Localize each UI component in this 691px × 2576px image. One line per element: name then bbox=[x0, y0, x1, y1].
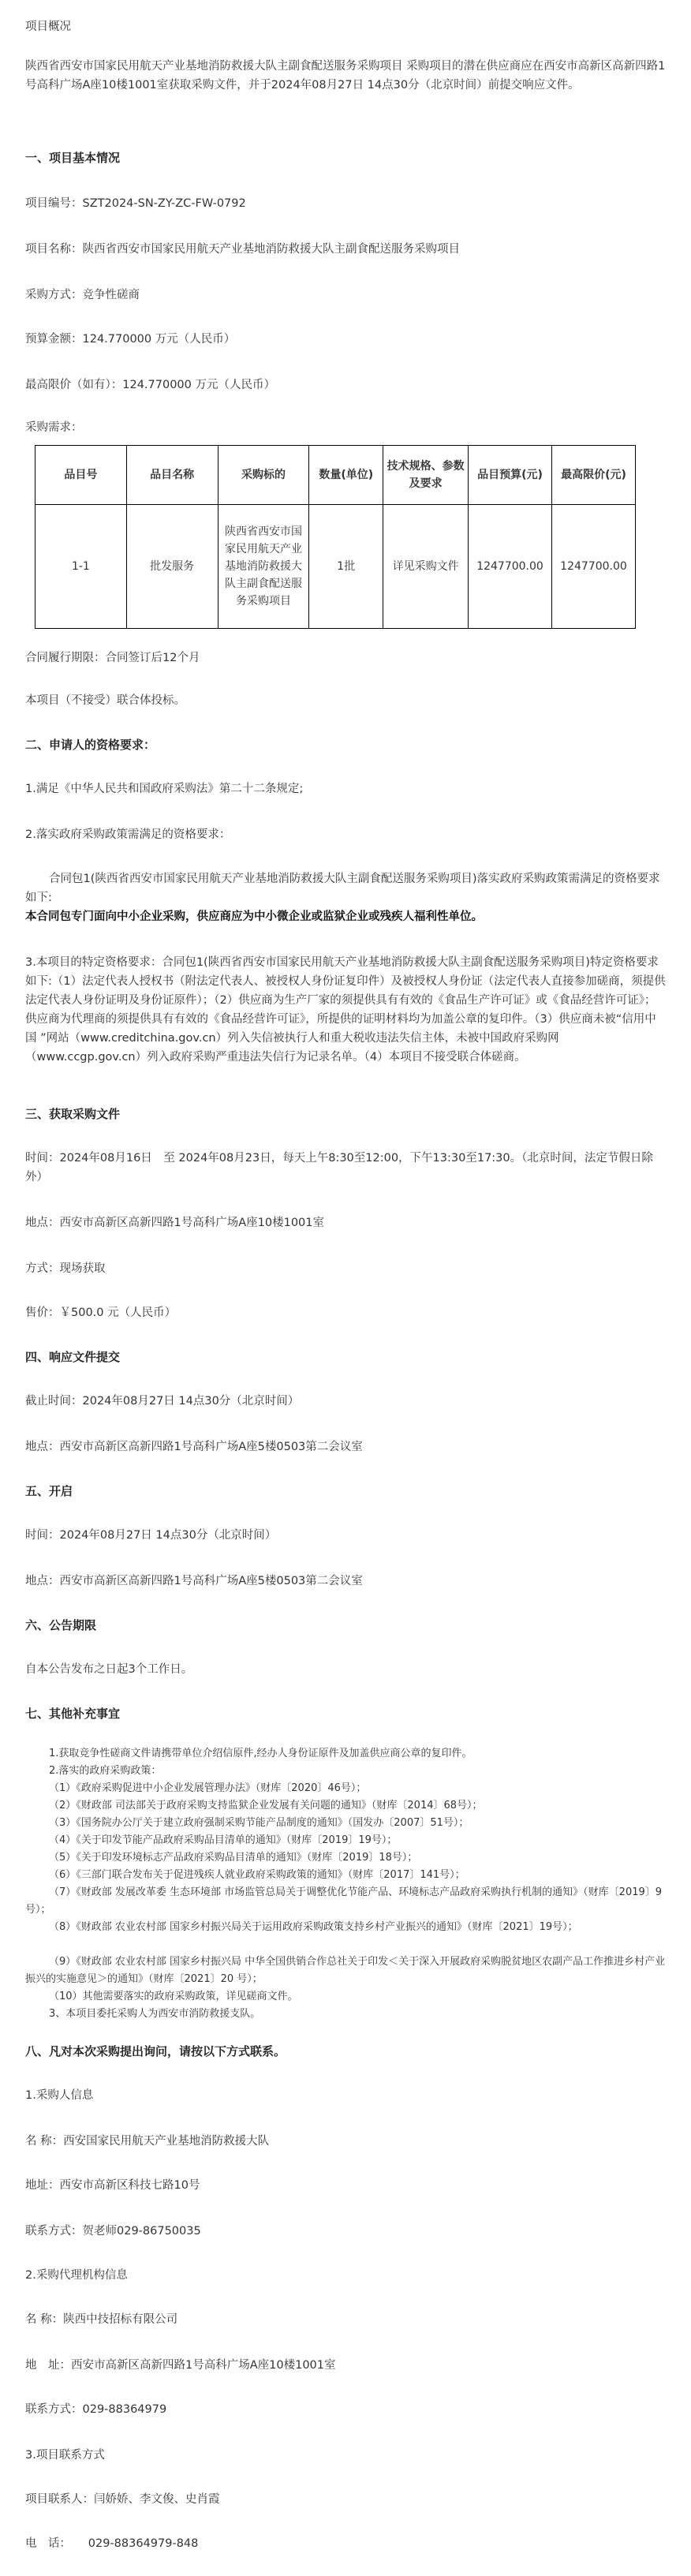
acquire-place: 地点：西安市高新区高新四路1号高科广场A座10楼1001室 bbox=[25, 1217, 324, 1229]
supplement-line-6: （4）《关于印发节能产品政府采购品目清单的通知》（财库〔2019〕19号）； bbox=[49, 1834, 398, 1846]
agency-contact: 联系方式：029-88364979 bbox=[25, 2403, 167, 2416]
opening-time: 时间：2024年08月27日 14点30分（北京时间） bbox=[25, 1529, 277, 1542]
agency-address: 地 址：西安市高新区高新四路1号高科广场A座10楼1001室 bbox=[25, 2359, 336, 2372]
requirements-table bbox=[35, 445, 636, 629]
supplement-line-8: （6）《三部门联合发布关于促进残疾人就业政府采购政策的通知》（财库〔2017〕141号）； bbox=[49, 1869, 465, 1881]
supplement-line-12: （10）其他需要落实的政府采购政策，详见磋商文件。 bbox=[49, 1991, 298, 2002]
submission-deadline: 截止时间：2024年08月27日 14点30分（北京时间） bbox=[25, 1395, 300, 1408]
supplement-line-1: 1.获取竞争性磋商文件请携带单位介绍信原件,经办人身份证原件及加盖供应商公章的复印件。 bbox=[49, 1748, 472, 1759]
purchaser-name: 名 称：西安国家民用航天产业基地消防救援大队 bbox=[25, 2135, 270, 2148]
qualification-item-2-bold: 本合同包专门面向中小企业采购，供应商应为中小微企业或监狱企业或残疾人福利性单位。 bbox=[25, 910, 483, 923]
section4-heading: 四、响应文件提交 bbox=[25, 1350, 121, 1364]
agency-name: 名 称：陕西中技招标有限公司 bbox=[25, 2313, 178, 2326]
project-contact-title: 3.项目联系方式 bbox=[25, 2449, 105, 2462]
section3-heading: 三、获取采购文件 bbox=[25, 1107, 121, 1121]
supplement-line-7: （5）《关于印发环境标志产品政府采购品目清单的通知》（财库〔2019〕18号）； bbox=[49, 1852, 418, 1864]
overview-title: 项目概况 bbox=[25, 21, 71, 33]
cell-item-name: 批发服务 bbox=[126, 505, 218, 629]
header-item-no: 品目号 bbox=[35, 446, 127, 505]
supplement-line-4: （2）《财政部 司法部关于政府采购支持监狱企业发展有关问题的通知》（财库〔2014〕68号）； bbox=[49, 1800, 483, 1811]
purchaser-title: 1.采购人信息 bbox=[25, 2089, 94, 2102]
budget-amount: 预算金额：124.770000 万元（人民币） bbox=[25, 333, 236, 346]
agency-title: 2.采购代理机构信息 bbox=[25, 2269, 128, 2282]
contract-period: 合同履行期限：合同签订后12个月 bbox=[25, 652, 200, 664]
supplement-line-11: （9）《财政部 农业农村部 国家乡村振兴局 中华全国供销合作总社关于印发＜关于深入开展政府采购脱贫地区农副产品工作推进乡村产业振兴的实施意见＞的通知》（财库〔2021〕20 号）； bbox=[25, 1956, 666, 1985]
section6-heading: 六、公告期限 bbox=[25, 1618, 97, 1632]
acquire-method: 方式：现场获取 bbox=[25, 1262, 106, 1275]
submission-place: 地点：西安市高新区高新四路1号高科广场A座5楼0503第二会议室 bbox=[25, 1441, 363, 1453]
acquire-time: 时间：2024年08月16日 至 2024年08月23日，每天上午8:30至12:00，下午13:30至17:30。（北京时间，法定节假日除外） bbox=[25, 1152, 653, 1183]
announcement-period: 自本公告发布之日起3个工作日。 bbox=[25, 1663, 193, 1676]
cell-quantity: 1批 bbox=[309, 505, 383, 629]
header-specs: 技术规格、参数及要求 bbox=[383, 446, 469, 505]
section5-heading: 五、开启 bbox=[25, 1484, 73, 1498]
supplement-line-3: （1）《政府采购促进中小企业发展管理办法》（财库〔2020〕46号）； bbox=[49, 1782, 367, 1794]
consortium-note: 本项目（不接受）联合体投标。 bbox=[25, 694, 185, 707]
opening-place: 地点：西安市高新区高新四路1号高科广场A座5楼0503第二会议室 bbox=[25, 1575, 363, 1587]
project-number: 项目编号：SZT2024-SN-ZY-ZC-FW-0792 bbox=[25, 197, 246, 210]
acquire-price: 售价：￥500.0 元（人民币） bbox=[25, 1307, 177, 1319]
qualification-item-3: 3.本项目的特定资格要求：合同包1(陕西省西安市国家民用航天产业基地消防救援大队主副食配送服务采购项目)特定资格要求如下:（1）法定代表人授权书（附法定代表人、被授权人身份证复印件）及被授权人身份证（法定代表人直接参加磋商，须提供法定代表人身份证明及身份证原件）；（2）供应商为生产厂家的须提供具有有效的《食品生产许可证》或《食品经营许可证》；供应商为代理商的须提供具有有效的《食品经营许可证》，所提供的证明材料均为加盖公章的复印件。（3）供应商未被“信用中国 ”网站（www.creditchina.gov.cn）列入失信被执行人和重大税收违法失信主体，未被中国政府采购网（www.ccgp.gov.cn）列入政府采购严重违法失信行为记录名单。（4）本项目不接受联合体磋商。 bbox=[25, 956, 666, 1064]
cell-specs: 详见采购文件 bbox=[383, 505, 469, 629]
header-subject: 采购标的 bbox=[218, 446, 309, 505]
project-name: 项目名称：陕西省西安市国家民用航天产业基地消防救援大队主副食配送服务采购项目 bbox=[25, 243, 460, 256]
supplement-line-9: （7）《财政部 发展改革委 生态环境部 市场监管总局关于调整优化节能产品、环境标志产品政府采购执行机制的通知》（财库〔2019〕9号）； bbox=[25, 1886, 663, 1916]
header-item-budget: 品目预算(元) bbox=[469, 446, 552, 505]
header-item-name: 品目名称 bbox=[126, 446, 218, 505]
table-header-row bbox=[35, 446, 636, 505]
table-row bbox=[35, 505, 636, 629]
section2-heading: 二、申请人的资格要求： bbox=[25, 738, 156, 752]
supplement-line-10: （8）《财政部 农业农村部 国家乡村振兴局关于运用政府采购政策支持乡村产业振兴的通知》（财库〔2021〕19号）； bbox=[49, 1921, 578, 1933]
procurement-method: 采购方式：竞争性磋商 bbox=[25, 289, 140, 301]
overview-text: 陕西省西安市国家民用航天产业基地消防救援大队主副食配送服务采购项目 采购项目的潜在供应商应在西安市高新区高新四路1号高科广场A座10楼1001室获取采购文件，并于2024年08月27日 14点30分（北京时间）前提交响应文件。 bbox=[25, 60, 666, 92]
demand-label: 采购需求： bbox=[25, 421, 83, 434]
header-quantity: 数量(单位) bbox=[309, 446, 383, 505]
project-contacts: 项目联系人：闫娇娇、李文俊、史肖霞 bbox=[25, 2493, 220, 2506]
section7-heading: 七、其他补充事宜 bbox=[25, 1707, 121, 1721]
supplement-line-13: 3、本项目委托采购人为西安市消防救援支队。 bbox=[49, 2008, 261, 2020]
cell-item-budget: 1247700.00 bbox=[469, 505, 552, 629]
supplement-line-2: 2.落实的政府采购政策： bbox=[49, 1765, 162, 1777]
purchaser-contact: 联系方式：贺老师029-86750035 bbox=[25, 2225, 201, 2238]
project-phone: 电 话： 029-88364979-848 bbox=[25, 2537, 199, 2550]
cell-item-no: 1-1 bbox=[35, 505, 127, 629]
purchaser-address: 地址：西安市高新区科技七路10号 bbox=[25, 2179, 200, 2192]
cell-max-price: 1247700.00 bbox=[551, 505, 635, 629]
section8-heading: 八、凡对本次采购提出询问，请按以下方式联系。 bbox=[25, 2044, 286, 2058]
qualification-item-1: 1.满足《中华人民共和国政府采购法》第二十二条规定; bbox=[25, 783, 304, 795]
cell-subject: 陕西省西安市国家民用航天产业基地消防救援大队主副食配送服务采购项目 bbox=[218, 505, 309, 629]
supplement-line-5: （3）《国务院办公厅关于建立政府强制采购节能产品制度的通知》（国发办〔2007〕51号）； bbox=[49, 1817, 469, 1829]
qualification-item-2: 2.落实政府采购政策需满足的资格要求： bbox=[25, 828, 231, 841]
header-max-price: 最高限价(元) bbox=[551, 446, 635, 505]
qualification-item-2-detail: 合同包1(陕西省西安市国家民用航天产业基地消防救援大队主副食配送服务采购项目)落实政府采购政策需满足的资格要求如下: bbox=[25, 873, 660, 904]
section1-heading: 一、项目基本情况 bbox=[25, 151, 121, 165]
max-price: 最高限价（如有）：124.770000 万元（人民币） bbox=[25, 379, 275, 391]
